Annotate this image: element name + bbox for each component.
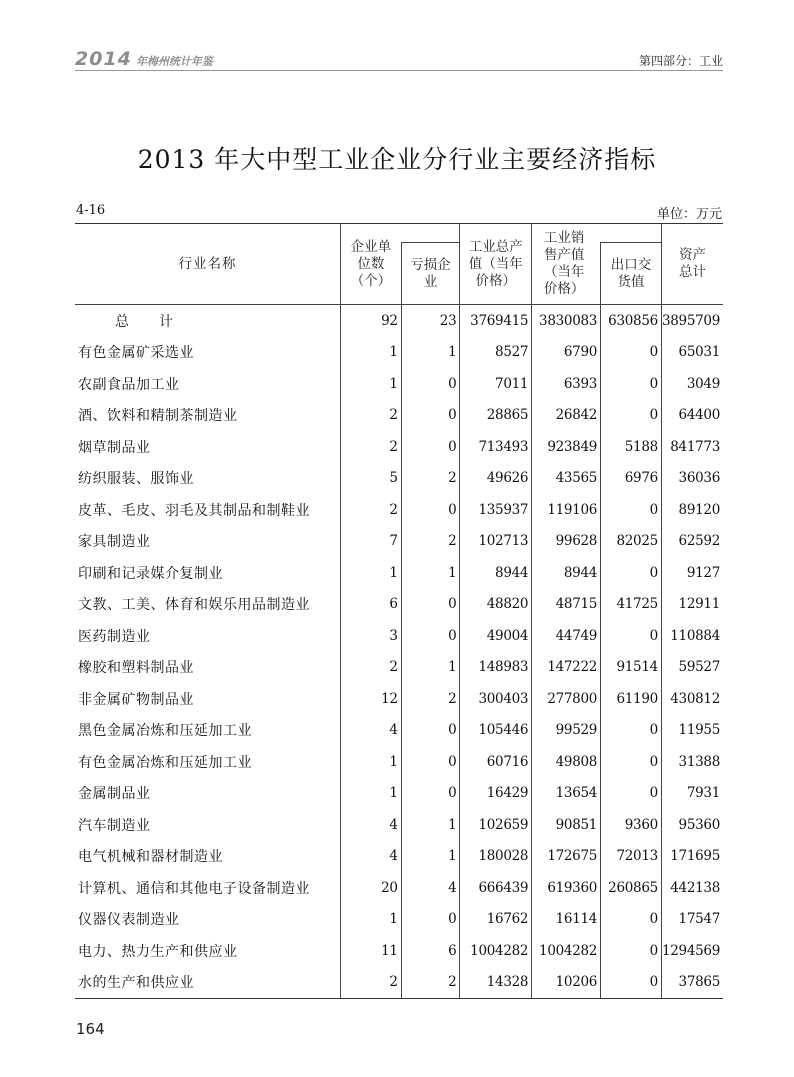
- cell-loss: 0: [401, 368, 460, 400]
- cell-assets: 841773: [661, 431, 723, 463]
- industry-name: 黑色金属冶炼和压延加工业: [78, 723, 252, 740]
- cell-export: 61190: [601, 683, 662, 715]
- cell-loss: 1: [401, 337, 460, 369]
- cell-export: 0: [601, 746, 662, 778]
- cell-sales: 26842: [532, 400, 601, 432]
- cell-sales: 6790: [532, 337, 601, 369]
- col-header-loss: 亏损企业: [401, 243, 460, 305]
- industry-name: 纺织服装、服饰业: [78, 471, 194, 488]
- page-number: 164: [76, 1020, 105, 1038]
- cell-units: 4: [340, 715, 401, 747]
- cell-sales: 923849: [532, 431, 601, 463]
- cell-units: 4: [340, 809, 401, 841]
- cell-sales: 8944: [532, 557, 601, 589]
- cell-output: 148983: [460, 652, 532, 684]
- col-header-assets: 资产总计: [661, 224, 723, 305]
- cell-sales: 49808: [532, 746, 601, 778]
- cell-assets: 95360: [661, 809, 723, 841]
- cell-output: 300403: [460, 683, 532, 715]
- cell-export: 0: [601, 904, 662, 936]
- industry-name: 农副食品加工业: [78, 376, 180, 393]
- cell-export: 0: [601, 557, 662, 589]
- cell-output: 102713: [460, 526, 532, 558]
- cell-export: 41725: [601, 589, 662, 621]
- industry-name: 橡胶和塑料制品业: [78, 660, 194, 677]
- cell-export: 5188: [601, 431, 662, 463]
- industry-name: [75, 305, 340, 337]
- cell-output: 105446: [460, 715, 532, 747]
- col-header-output: 工业总产值（当年价格）: [460, 224, 532, 305]
- cell-sales: 119106: [532, 494, 601, 526]
- cell-loss: 0: [401, 620, 460, 652]
- industry-name: 汽车制造业: [78, 817, 151, 834]
- cell-units: 3: [340, 620, 401, 652]
- data-table: [75, 223, 723, 999]
- cell-loss: 2: [401, 526, 460, 558]
- cell-assets: 17547: [661, 904, 723, 936]
- cell-sales: 619360: [532, 872, 601, 904]
- cell-loss: 0: [401, 494, 460, 526]
- col-header-sales: 工业销售产值（当年价格）: [532, 224, 601, 305]
- cell-export: 0: [601, 400, 662, 432]
- cell-export: 0: [601, 935, 662, 967]
- cell-loss: 1: [401, 809, 460, 841]
- industry-name: 酒、饮料和精制茶制造业: [78, 408, 238, 425]
- table-row: [75, 463, 723, 495]
- cell-loss: 0: [401, 431, 460, 463]
- cell-output: 8527: [460, 337, 532, 369]
- cell-units: 12: [340, 683, 401, 715]
- cell-export: 72013: [601, 841, 662, 873]
- cell-sales: 3830083: [532, 305, 601, 337]
- cell-assets: 442138: [661, 872, 723, 904]
- table-row: [75, 652, 723, 684]
- yearbook-logo: [75, 48, 213, 70]
- total-label-2: 计: [159, 313, 173, 330]
- cell-assets: 11955: [661, 715, 723, 747]
- industry-name: 金属制品业: [78, 786, 151, 803]
- cell-assets: 12911: [661, 589, 723, 621]
- cell-export: 0: [601, 715, 662, 747]
- cell-units: 11: [340, 935, 401, 967]
- table-row: [75, 872, 723, 904]
- table-row: [75, 683, 723, 715]
- industry-name: 皮革、毛皮、羽毛及其制品和制鞋业: [78, 502, 310, 519]
- cell-loss: 1: [401, 652, 460, 684]
- industry-name: 有色金属冶炼和压延加工业: [78, 754, 252, 771]
- cell-output: 16762: [460, 904, 532, 936]
- cell-assets: 171695: [661, 841, 723, 873]
- cell-loss: 23: [401, 305, 460, 337]
- cell-sales: 99529: [532, 715, 601, 747]
- cell-output: 713493: [460, 431, 532, 463]
- cell-sales: 172675: [532, 841, 601, 873]
- cell-units: 20: [340, 872, 401, 904]
- table-row: [75, 526, 723, 558]
- cell-units: 1: [340, 368, 401, 400]
- cell-output: 1004282: [460, 935, 532, 967]
- cell-assets: 3895709: [661, 305, 723, 337]
- cell-output: 135937: [460, 494, 532, 526]
- cell-loss: 0: [401, 904, 460, 936]
- cell-export: 630856: [601, 305, 662, 337]
- cell-output: 7011: [460, 368, 532, 400]
- cell-units: 1: [340, 778, 401, 810]
- industry-name: 计算机、通信和其他电子设备制造业: [78, 880, 310, 897]
- table-row: [75, 557, 723, 589]
- unit-label: 单位：万元: [656, 207, 722, 222]
- cell-loss: 2: [401, 967, 460, 999]
- industry-name: 医药制造业: [78, 628, 151, 645]
- table-row: [75, 904, 723, 936]
- cell-loss: 0: [401, 746, 460, 778]
- cell-units: 2: [340, 652, 401, 684]
- cell-units: 1: [340, 337, 401, 369]
- cell-assets: 65031: [661, 337, 723, 369]
- cell-assets: 37865: [661, 967, 723, 999]
- cell-units: 92: [340, 305, 401, 337]
- industry-name: 烟草制品业: [78, 439, 151, 456]
- cell-assets: 430812: [661, 683, 723, 715]
- cell-output: 16429: [460, 778, 532, 810]
- industry-name: 家具制造业: [78, 534, 151, 551]
- cell-output: 8944: [460, 557, 532, 589]
- cell-loss: 0: [401, 715, 460, 747]
- cell-loss: 2: [401, 463, 460, 495]
- cell-units: 6: [340, 589, 401, 621]
- cell-sales: 16114: [532, 904, 601, 936]
- cell-loss: 0: [401, 778, 460, 810]
- cell-export: 82025: [601, 526, 662, 558]
- cell-assets: 59527: [661, 652, 723, 684]
- cell-sales: 147222: [532, 652, 601, 684]
- cell-units: 2: [340, 967, 401, 999]
- table-number: 4-16: [76, 203, 106, 218]
- running-head: [75, 48, 723, 71]
- total-label-1: 总: [115, 313, 129, 330]
- cell-assets: 89120: [661, 494, 723, 526]
- industry-name: 文教、工美、体育和娱乐用品制造业: [78, 597, 310, 614]
- cell-units: 1: [340, 746, 401, 778]
- cell-loss: 6: [401, 935, 460, 967]
- cell-loss: 0: [401, 589, 460, 621]
- table-row: [75, 935, 723, 967]
- col-header-units-spacer: [401, 224, 460, 243]
- cell-assets: 31388: [661, 746, 723, 778]
- cell-export: 6976: [601, 463, 662, 495]
- cell-export: 91514: [601, 652, 662, 684]
- cell-sales: 277800: [532, 683, 601, 715]
- cell-assets: 64400: [661, 400, 723, 432]
- cell-output: 666439: [460, 872, 532, 904]
- cell-sales: 6393: [532, 368, 601, 400]
- cell-sales: 43565: [532, 463, 601, 495]
- cell-output: 49626: [460, 463, 532, 495]
- industry-name: 仪器仪表制造业: [78, 912, 180, 929]
- table-row: [75, 809, 723, 841]
- logo-name: 年梅州统计年鉴: [135, 55, 213, 68]
- section-label: 第四部分：工业: [638, 54, 723, 68]
- cell-assets: 110884: [661, 620, 723, 652]
- cell-export: 260865: [601, 872, 662, 904]
- table-row: [75, 841, 723, 873]
- cell-output: 102659: [460, 809, 532, 841]
- cell-output: 48820: [460, 589, 532, 621]
- cell-units: 5: [340, 463, 401, 495]
- cell-units: 1: [340, 557, 401, 589]
- industry-name: 非金属矿物制品业: [78, 691, 194, 708]
- cell-assets: 7931: [661, 778, 723, 810]
- cell-sales: 10206: [532, 967, 601, 999]
- cell-sales: 1004282: [532, 935, 601, 967]
- table-row: [75, 715, 723, 747]
- cell-output: 3769415: [460, 305, 532, 337]
- industry-name: 水的生产和供应业: [75, 967, 340, 999]
- cell-sales: 44749: [532, 620, 601, 652]
- cell-units: 2: [340, 400, 401, 432]
- cell-units: 2: [340, 431, 401, 463]
- cell-export: 0: [601, 778, 662, 810]
- table-row: [75, 778, 723, 810]
- cell-output: 49004: [460, 620, 532, 652]
- cell-sales: 90851: [532, 809, 601, 841]
- cell-sales: 48715: [532, 589, 601, 621]
- cell-loss: 4: [401, 872, 460, 904]
- cell-export: 9360: [601, 809, 662, 841]
- page-title: 2013 年大中型工业企业分行业主要经济指标: [137, 145, 657, 174]
- cell-export: 0: [601, 620, 662, 652]
- table-row: [75, 967, 723, 999]
- table-row: [75, 494, 723, 526]
- col-header-export: 出口交货值: [601, 243, 662, 305]
- table-row: [75, 400, 723, 432]
- cell-loss: 1: [401, 841, 460, 873]
- table-row: [75, 431, 723, 463]
- cell-assets: 1294569: [661, 935, 723, 967]
- cell-output: 28865: [460, 400, 532, 432]
- logo-year: 2014: [75, 48, 132, 70]
- cell-output: 60716: [460, 746, 532, 778]
- cell-units: 4: [340, 841, 401, 873]
- industry-name: 电气机械和器材制造业: [78, 849, 223, 866]
- total-row: [75, 305, 723, 337]
- industry-name: 电力、热力生产和供应业: [78, 943, 238, 960]
- cell-sales: 13654: [532, 778, 601, 810]
- cell-assets: 62592: [661, 526, 723, 558]
- cell-units: 1: [340, 904, 401, 936]
- cell-assets: 3049: [661, 368, 723, 400]
- cell-sales: 99628: [532, 526, 601, 558]
- col-header-units: 企业单位数（个）: [340, 224, 401, 305]
- cell-loss: 2: [401, 683, 460, 715]
- cell-loss: 0: [401, 400, 460, 432]
- col-header-sales-spacer: [601, 224, 662, 243]
- cell-output: 14328: [460, 967, 532, 999]
- table-row: [75, 589, 723, 621]
- cell-units: 2: [340, 494, 401, 526]
- table-row: [75, 746, 723, 778]
- col-header-name: 行业名称: [75, 224, 340, 305]
- industry-name: 有色金属矿采选业: [78, 345, 194, 362]
- cell-export: 0: [601, 368, 662, 400]
- cell-assets: 9127: [661, 557, 723, 589]
- cell-loss: 1: [401, 557, 460, 589]
- table-row: [75, 337, 723, 369]
- table-row: [75, 368, 723, 400]
- cell-export: 0: [601, 494, 662, 526]
- cell-assets: 36036: [661, 463, 723, 495]
- cell-export: 0: [601, 967, 662, 999]
- industry-name: 印刷和记录媒介复制业: [78, 565, 223, 582]
- cell-output: 180028: [460, 841, 532, 873]
- cell-units: 7: [340, 526, 401, 558]
- cell-export: 0: [601, 337, 662, 369]
- table-row: [75, 620, 723, 652]
